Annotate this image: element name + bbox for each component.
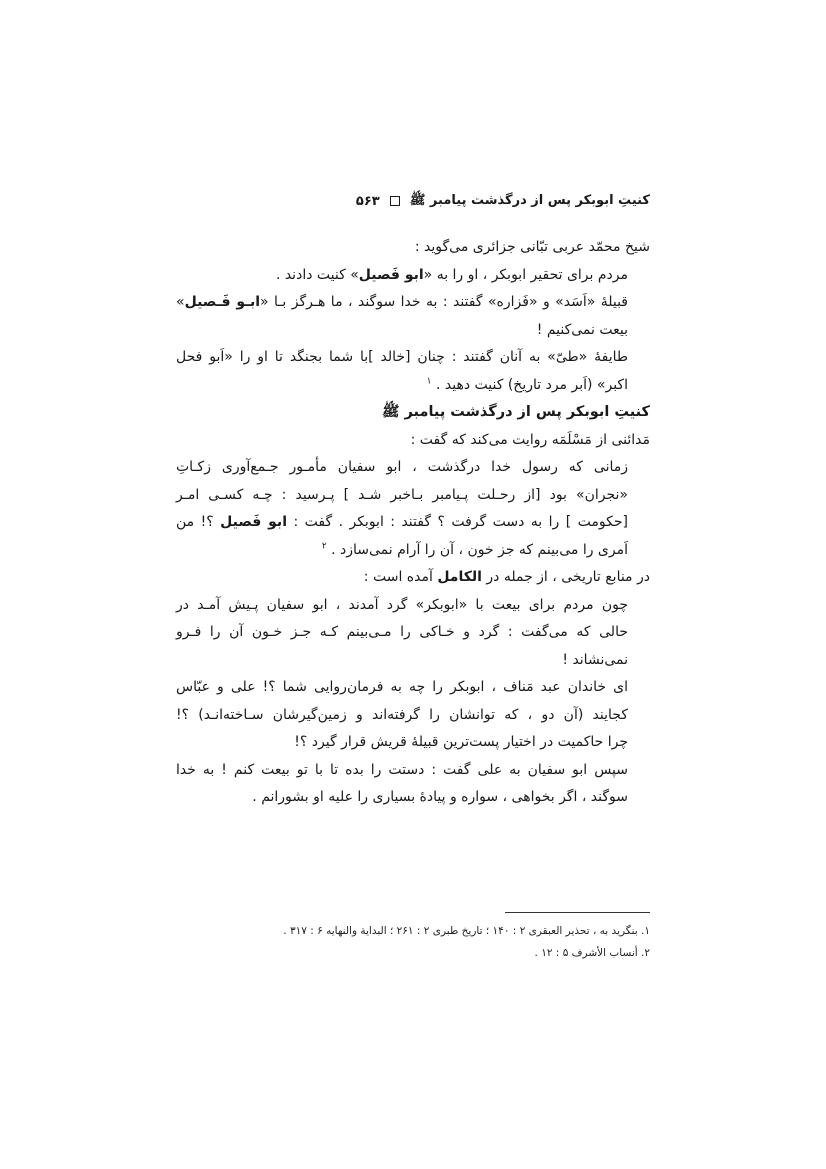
running-head-title: کنیتِ ابوبکر پس از درگذشت پیامبر ﷺ [409,192,650,208]
footnotes [176,920,650,964]
quote-line: نمی‌نشاند ! [562,651,628,668]
page-number: ۵۶۳ [355,193,380,209]
main-text [176,234,650,812]
paragraph-intro: در منابع تاریخی ، از جمله در الکامل آمده است : [363,569,650,585]
quote-line: «نجران» بود [از رحـلت پـیامبر بـاخبر شـد ] پـرسید : چـه کسـی امـر [176,486,628,503]
quote-line: زمانی که رسول خدا درگذشت ، ابو سفیان مأمـور جـمع‌آوری زکـاتِ [176,459,628,475]
quote-line: [حکومت ] را به دست گرفت ؟ گفتند : ابوبکر . گفت : ابو فَصیل ؟! من [176,514,628,530]
bold-term: الکامل [437,569,482,585]
quote-line: سپس ابو سفیان به علی گفت : دستت را بده تا با تو بیعت کنم ! به خدا [176,761,628,778]
quote-line: اَمری را می‌بینم که جز خون ، آن را آرام نمی‌سازد . $^۲$ [321,540,628,558]
quote-line: بیعت نمی‌کنیم ! [536,321,628,338]
quote-line: چون مردم برای بیعت با «ابوبکر» گرد آمدند ، ابو سفیان پـیش آمـد در [176,596,628,613]
footnote-ref: ۲ [321,540,327,551]
quote-line: مردم برای تحقیر ابوبکر ، او را به «ابو فَصیل» کنیت دادند . [275,266,628,283]
bold-term: ابو فَصیل [220,514,287,530]
quote-line: اکبر» (اَبر مرد تاریخ) کنیت دهید . $^۱$ [426,375,628,393]
quote-line: چرا حاکمیت در اختیار پست‌ترین قبیلهٔ قریش قرار گیرد ؟! [294,734,628,750]
quote-line: سوگند ، اگر بخواهی ، سواره و پیادهٔ بسیاری را علیه او بشورانم . [252,789,628,805]
footnote-ref: ۱ [426,375,432,386]
bold-term: ابـو فَـصیل [184,294,261,310]
quote-line: قبیلهٔ «اَسَد» و «فَزاره» گفتند : به خدا سوگند ، ما هـرگز بـا «ابـو فَـصیل» [176,294,628,310]
section-heading: کنیتِ ابوبکر پس از درگذشت پیامبر ﷺ [381,404,650,420]
quote-line: ای خاندان عبد مَناف ، ابوبکر را چه به فرمان‌روایی شما ؟! علی و عبّاس [176,679,628,695]
running-head [176,188,650,214]
paragraph-intro: مَدائنی از مَسْلَمَه روایت می‌کند که گفت : [410,431,650,448]
footnote-item: ۱. بنگرید به ، تحذیر العبقری ۲ : ۱۴۰ ؛ تاریخ طبری ۲ : ۲۶۱ ؛ البدایة والنهایه ۶ : ۳۱۷ . [283,925,650,937]
quote-line: حالی که می‌گفت : گرد و خـاکی را مـی‌بینم کـه جـز خـون آن را فـرو [176,624,628,640]
quote-line: کجایند (آن دو ، که توانشان را گرفته‌اند و زمین‌گیرشان سـاخته‌انـد) ؟! [176,706,628,723]
footnote-item: ۲. أنساب الأشرف ۵ : ۱۲ . [534,947,650,959]
bold-term: ابو فَصیل [358,266,424,283]
square-ornament-icon [390,196,400,206]
quote-line: طایفهٔ «طیّ» به آنان گفتند : چنان [خالد ]با شما بجنگد تا او را «اَبو فحل [176,349,628,365]
footnote-divider [505,912,650,913]
paragraph-intro: شیخ محمّد عربی تبّانی جزائری می‌گوید : [414,239,650,255]
